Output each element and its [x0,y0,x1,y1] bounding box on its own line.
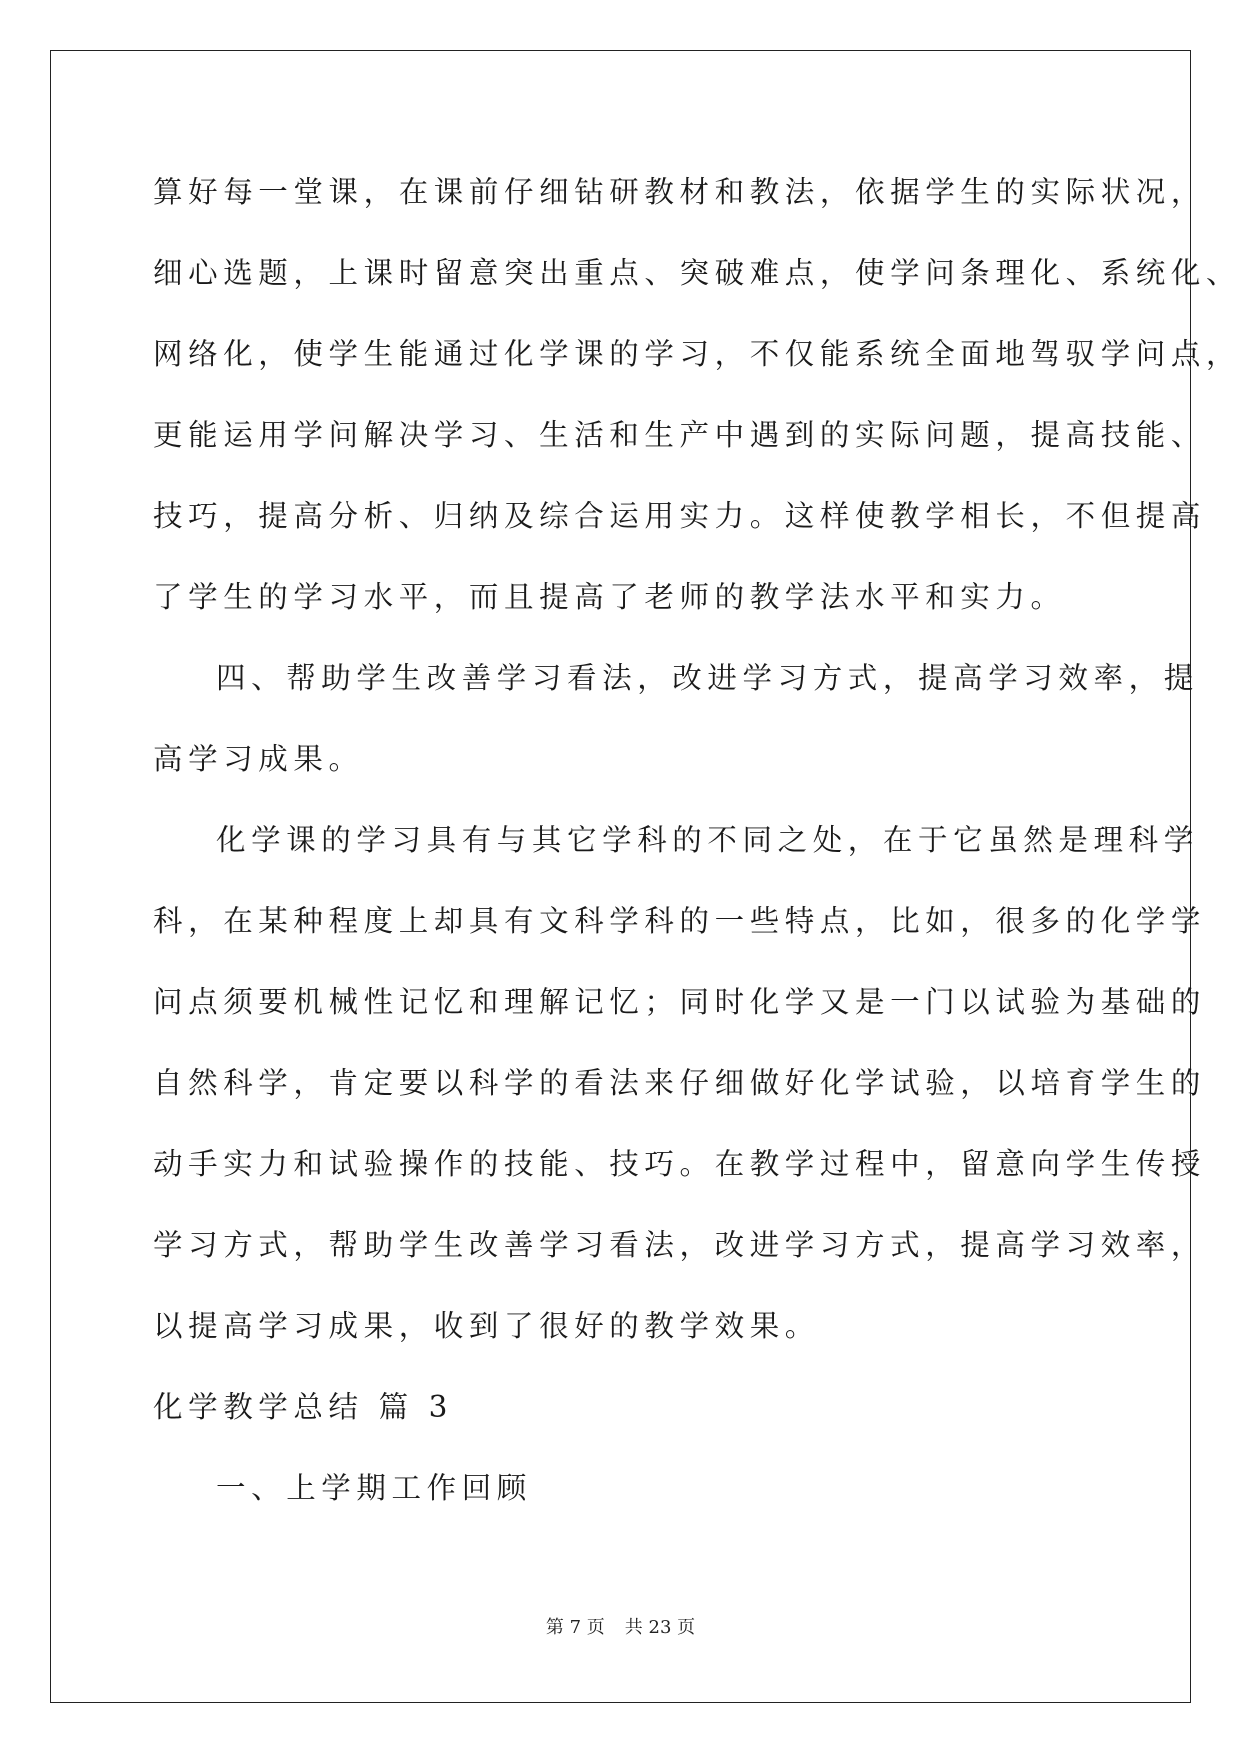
text-line: 网络化，使学生能通过化学课的学习，不仅能系统全面地驾驭学问点， [153,337,1241,371]
document-body [153,152,1241,1529]
text-line: 技巧，提高分析、归纳及综合运用实力。这样使教学相长，不但提高 [153,499,1207,533]
article-title: 化学教学总结 篇 3 [153,1390,454,1424]
text-line: 问点须要机械性记忆和理解记忆；同时化学又是一门以试验为基础的 [153,985,1207,1019]
paragraph-start: 化学课的学习具有与其它学科的不同之处，在于它虽然是理科学 [216,823,1199,857]
text-line: 更能运用学问解决学习、生活和生产中遇到的实际问题，提高技能、 [153,418,1207,452]
text-line: 自然科学，肯定要以科学的看法来仔细做好化学试验，以培育学生的 [153,1066,1207,1100]
section-heading: 一、上学期工作回顾 [216,1471,532,1505]
text-line: 算好每一堂课，在课前仔细钻研教材和教法，依据学生的实际状况， [153,175,1207,209]
page-footer [0,1613,1241,1639]
page-total: 共 23 页 [624,1617,696,1638]
text-line: 了学生的学习水平，而且提高了老师的教学法水平和实力。 [153,580,1066,614]
text-line: 科，在某种程度上却具有文科学科的一些特点，比如，很多的化学学 [153,904,1207,938]
text-line: 细心选题，上课时留意突出重点、突破难点，使学问条理化、系统化、 [153,256,1241,290]
text-line: 以提高学习成果，收到了很好的教学效果。 [153,1309,820,1343]
section-heading: 四、帮助学生改善学习看法，改进学习方式，提高学习效率，提 [216,661,1199,695]
page-number: 第 7 页 [545,1617,605,1638]
text-line: 学习方式，帮助学生改善学习看法，改进学习方式，提高学习效率， [153,1228,1207,1262]
text-line: 动手实力和试验操作的技能、技巧。在教学过程中，留意向学生传授 [153,1147,1207,1181]
text-line: 高学习成果。 [153,742,364,776]
